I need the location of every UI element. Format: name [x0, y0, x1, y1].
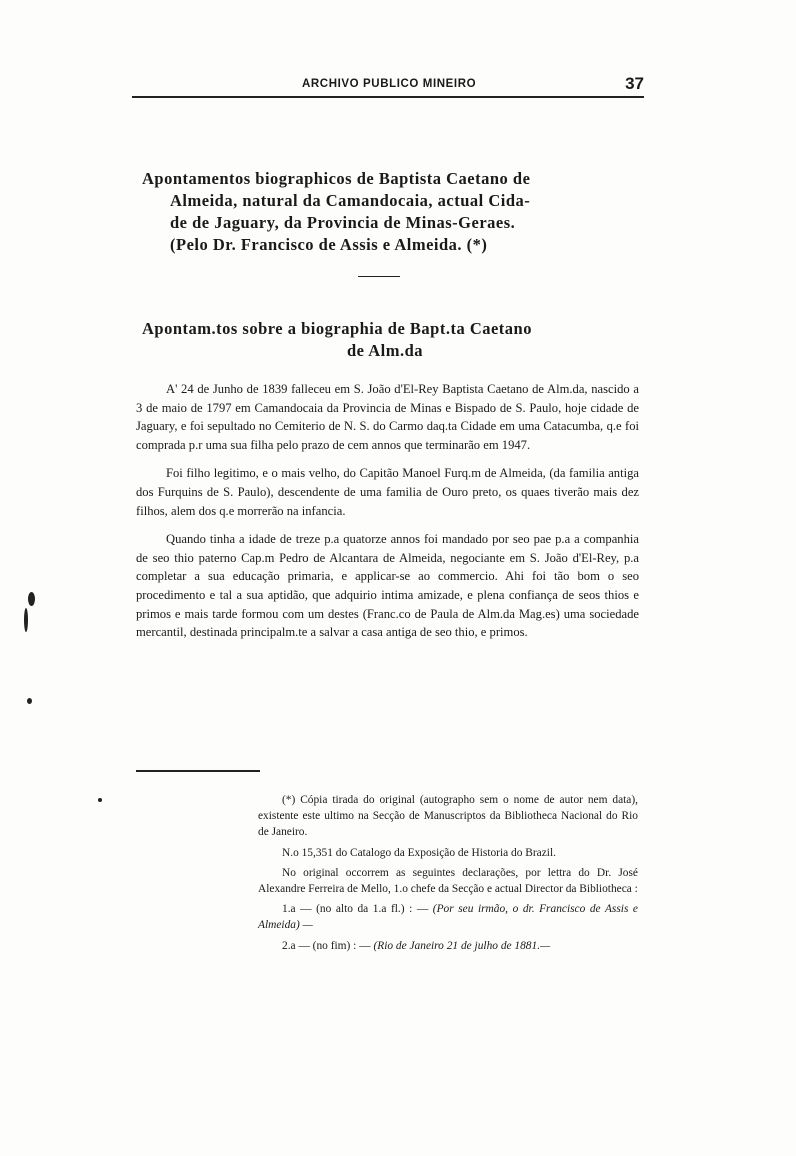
footnote-quote: (Rio de Janeiro 21 de julho de 1881.—: [373, 939, 551, 952]
page-header: [132, 76, 644, 98]
title-line: Almeida, natural da Camandocaia, actual Cida-: [170, 191, 531, 210]
scan-speck: [27, 698, 32, 704]
footnote: No original occorrem as seguintes declarações, por lettra do Dr. José Alexandre Ferreira de Mello, 1.o chefe da Secção e actual Director da Bibliotheca :: [258, 866, 638, 896]
header-rule: [132, 96, 644, 98]
paragraph: Foi filho legitimo, e o mais velho, do Capitão Manoel Furq.m de Almeida, (da familia antiga dos Furquins de S. Paulo), descendente de uma familia de Ouro preto, os quaes tiverão mais dez filhos, alem dos q.e morrerão na infancia.: [136, 466, 639, 518]
scan-speck: [24, 608, 28, 632]
footnote: [258, 901, 638, 933]
body-text: [136, 380, 639, 652]
footnote-quote: (Por seu irmão, o dr. Francisco de Assis e Almeida) —: [258, 903, 638, 932]
footnote-rule: [136, 770, 260, 772]
scan-speck: [28, 592, 35, 606]
scan-speck: [98, 798, 102, 802]
footnote: [258, 938, 638, 954]
section-heading: [142, 318, 624, 362]
section-heading-line: de Alm.da: [347, 341, 424, 360]
page-number: 37: [625, 74, 644, 93]
title-line: Apontamentos biographicos de Baptista Caetano de: [142, 169, 531, 188]
running-head: ARCHIVO PUBLICO MINEIRO: [302, 78, 477, 90]
footnote: N.o 15,351 do Catalogo da Exposição de Historia do Brazil.: [282, 846, 556, 859]
paragraph: Quando tinha a idade de treze p.a quatorze annos foi mandado por seo pae p.a a companhia de seo thio paterno Cap.m Pedro de Alcantara de Almeida, negociante em S. João d'El-Rey, p.a completar a sua educação primaria, e applicar-se ao commercio. Ahi foi tão bom o seo procedimento e tal a sua aptidão, que adquirio intima amizade, e plena confiança de seos thios e primos e mais tarde formou com um destes (Franc.co de Paula de Alm.da Mag.es) uma sociedade mercantil, destinada principalm.te a salvar a casa antiga de seo thio, e primos.: [136, 532, 639, 640]
title-line: (Pelo Dr. Francisco de Assis e Almeida. (*): [170, 235, 488, 254]
footnotes: [258, 792, 638, 958]
footnote-lead: 2.a — (no fim) : —: [282, 939, 374, 952]
article-title: [142, 168, 647, 256]
title-line: de de Jaguary, da Provincia de Minas-Geraes.: [170, 213, 516, 232]
title-separator: [358, 276, 400, 277]
paragraph: A' 24 de Junho de 1839 falleceu em S. João d'El-Rey Baptista Caetano de Alm.da, nascido a 3 de maio de 1797 em Camandocaia da Provincia de Minas e Bispado de S. Paulo, hoje cidade de Jaguary, e foi sepultado no Cemiterio de N. S. do Carmo daq.ta Cidade em uma Catacumba, q.e foi comprada p.r uma sua filha pelo prazo de cem annos que terminarão em 1947.: [136, 382, 639, 452]
section-heading-line: Apontam.tos sobre a biographia de Bapt.ta Caetano: [142, 319, 532, 338]
footnote: (*) Cópia tirada do original (autographo sem o nome de autor nem data), existente este ultimo na Secção de Manuscriptos da Bibliotheca Nacional do Rio de Janeiro.: [258, 794, 638, 839]
footnote-lead: 1.a — (no alto da 1.a fl.) : —: [282, 903, 433, 916]
